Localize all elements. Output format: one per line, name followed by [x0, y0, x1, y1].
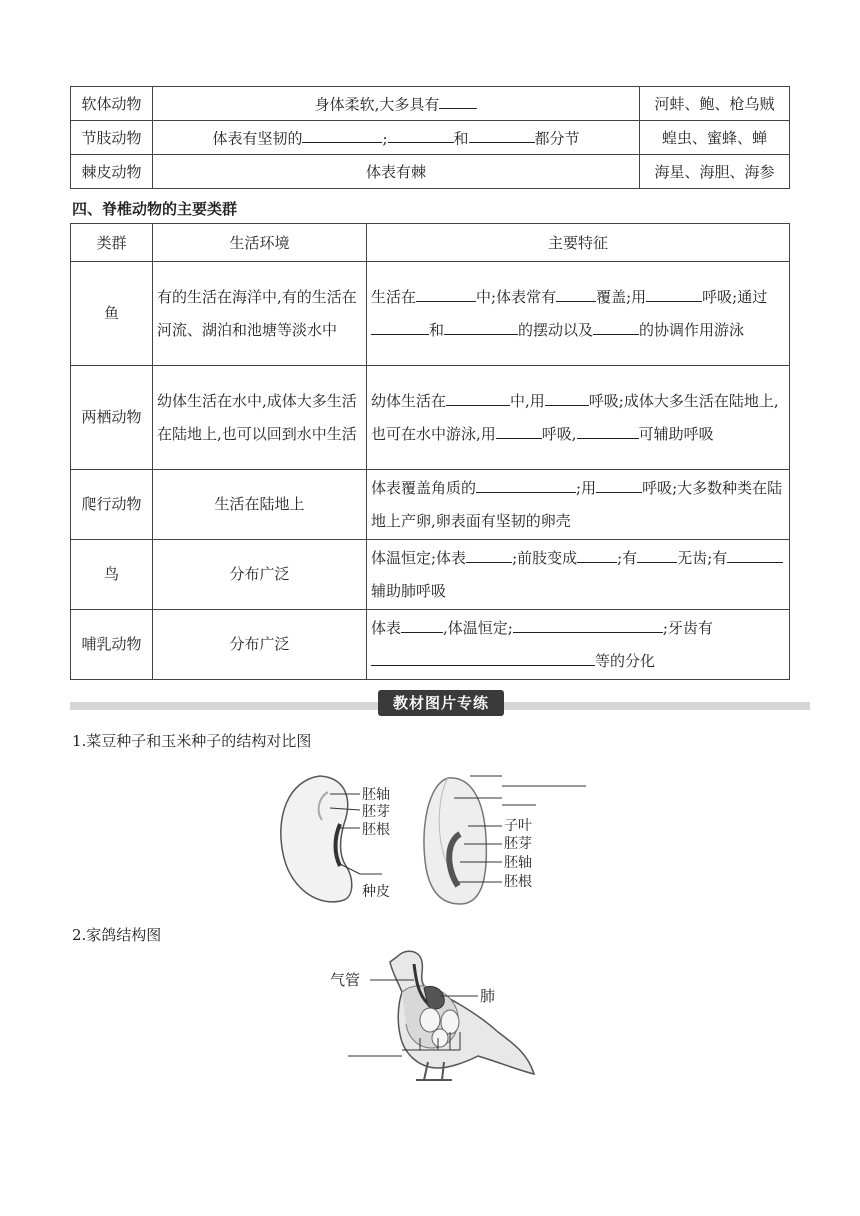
group-cell: 哺乳动物 [71, 610, 153, 680]
table-row [71, 366, 790, 470]
group-cell: 软体动物 [71, 87, 153, 121]
group-cell: 两栖动物 [71, 366, 153, 470]
seed-comparison-figure [270, 768, 600, 910]
bean-seed-icon [281, 776, 352, 902]
header-features: 主要特征 [367, 224, 790, 262]
table-row [71, 121, 790, 155]
header-group: 类群 [71, 224, 153, 262]
table-header-row [71, 224, 790, 262]
feature-cell: 生活在 中;体表常有 覆盖;用 呼吸;通过和 的摆动以及 的协调作用游泳 [367, 262, 790, 366]
corn-label: 胚芽 [504, 836, 532, 852]
feature-cell: 体表 ,体温恒定; ;牙齿有等的分化 [367, 610, 790, 680]
corn-label: 胚轴 [504, 855, 532, 871]
pigeon-label: 肺 [480, 987, 496, 1005]
table-row [71, 540, 790, 610]
table-row [71, 610, 790, 680]
vertebrate-table [70, 223, 790, 680]
bean-label: 种皮 [362, 884, 390, 900]
group-cell: 鸟 [71, 540, 153, 610]
pigeon-structure-figure [328, 944, 538, 1086]
corn-label: 胚根 [504, 874, 532, 890]
env-cell: 生活在陆地上 [153, 470, 367, 540]
feature-cell: 身体柔软,大多具有 [153, 87, 640, 121]
feature-cell: 幼体生活在 中,用 呼吸;成体大多生活在陆地上,也可在水中游泳,用 呼吸, 可辅助呼吸 [367, 366, 790, 470]
table-row [71, 262, 790, 366]
pigeon-label: 气管 [330, 971, 361, 989]
bean-label: 胚轴 [362, 787, 390, 803]
section-banner: 教材图片专练 [378, 690, 504, 716]
invertebrate-table [70, 86, 790, 189]
table-row [71, 470, 790, 540]
env-cell: 分布广泛 [153, 610, 367, 680]
examples-cell: 海星、海胆、海参 [640, 155, 790, 189]
env-cell: 分布广泛 [153, 540, 367, 610]
env-cell: 幼体生活在水中,成体大多生活在陆地上,也可以回到水中生活 [153, 366, 367, 470]
table-row [71, 155, 790, 189]
bean-label: 胚芽 [362, 804, 390, 820]
group-cell: 鱼 [71, 262, 153, 366]
section-title: 四、脊椎动物的主要类群 [72, 200, 238, 218]
figure1-caption: 1.菜豆种子和玉米种子的结构对比图 [72, 732, 312, 750]
header-env: 生活环境 [153, 224, 367, 262]
corn-label: 子叶 [504, 818, 532, 834]
group-cell: 棘皮动物 [71, 155, 153, 189]
env-cell: 有的生活在海洋中,有的生活在河流、湖泊和池塘等淡水中 [153, 262, 367, 366]
figure2-caption: 2.家鸽结构图 [72, 926, 162, 944]
feature-cell: 体表有坚韧的 ; 和 都分节 [153, 121, 640, 155]
group-cell: 爬行动物 [71, 470, 153, 540]
feature-cell: 体表有棘 [153, 155, 640, 189]
table-row [71, 87, 790, 121]
feature-cell: 体温恒定;体表 ;前肢变成 ;有 无齿;有辅助肺呼吸 [367, 540, 790, 610]
feature-cell: 体表覆盖角质的 ;用 呼吸;大多数种类在陆地上产卵,卵表面有坚韧的卵壳 [367, 470, 790, 540]
group-cell: 节肢动物 [71, 121, 153, 155]
examples-cell: 河蚌、鲍、枪乌贼 [640, 87, 790, 121]
bean-label: 胚根 [362, 822, 390, 838]
examples-cell: 蝗虫、蜜蜂、蝉 [640, 121, 790, 155]
